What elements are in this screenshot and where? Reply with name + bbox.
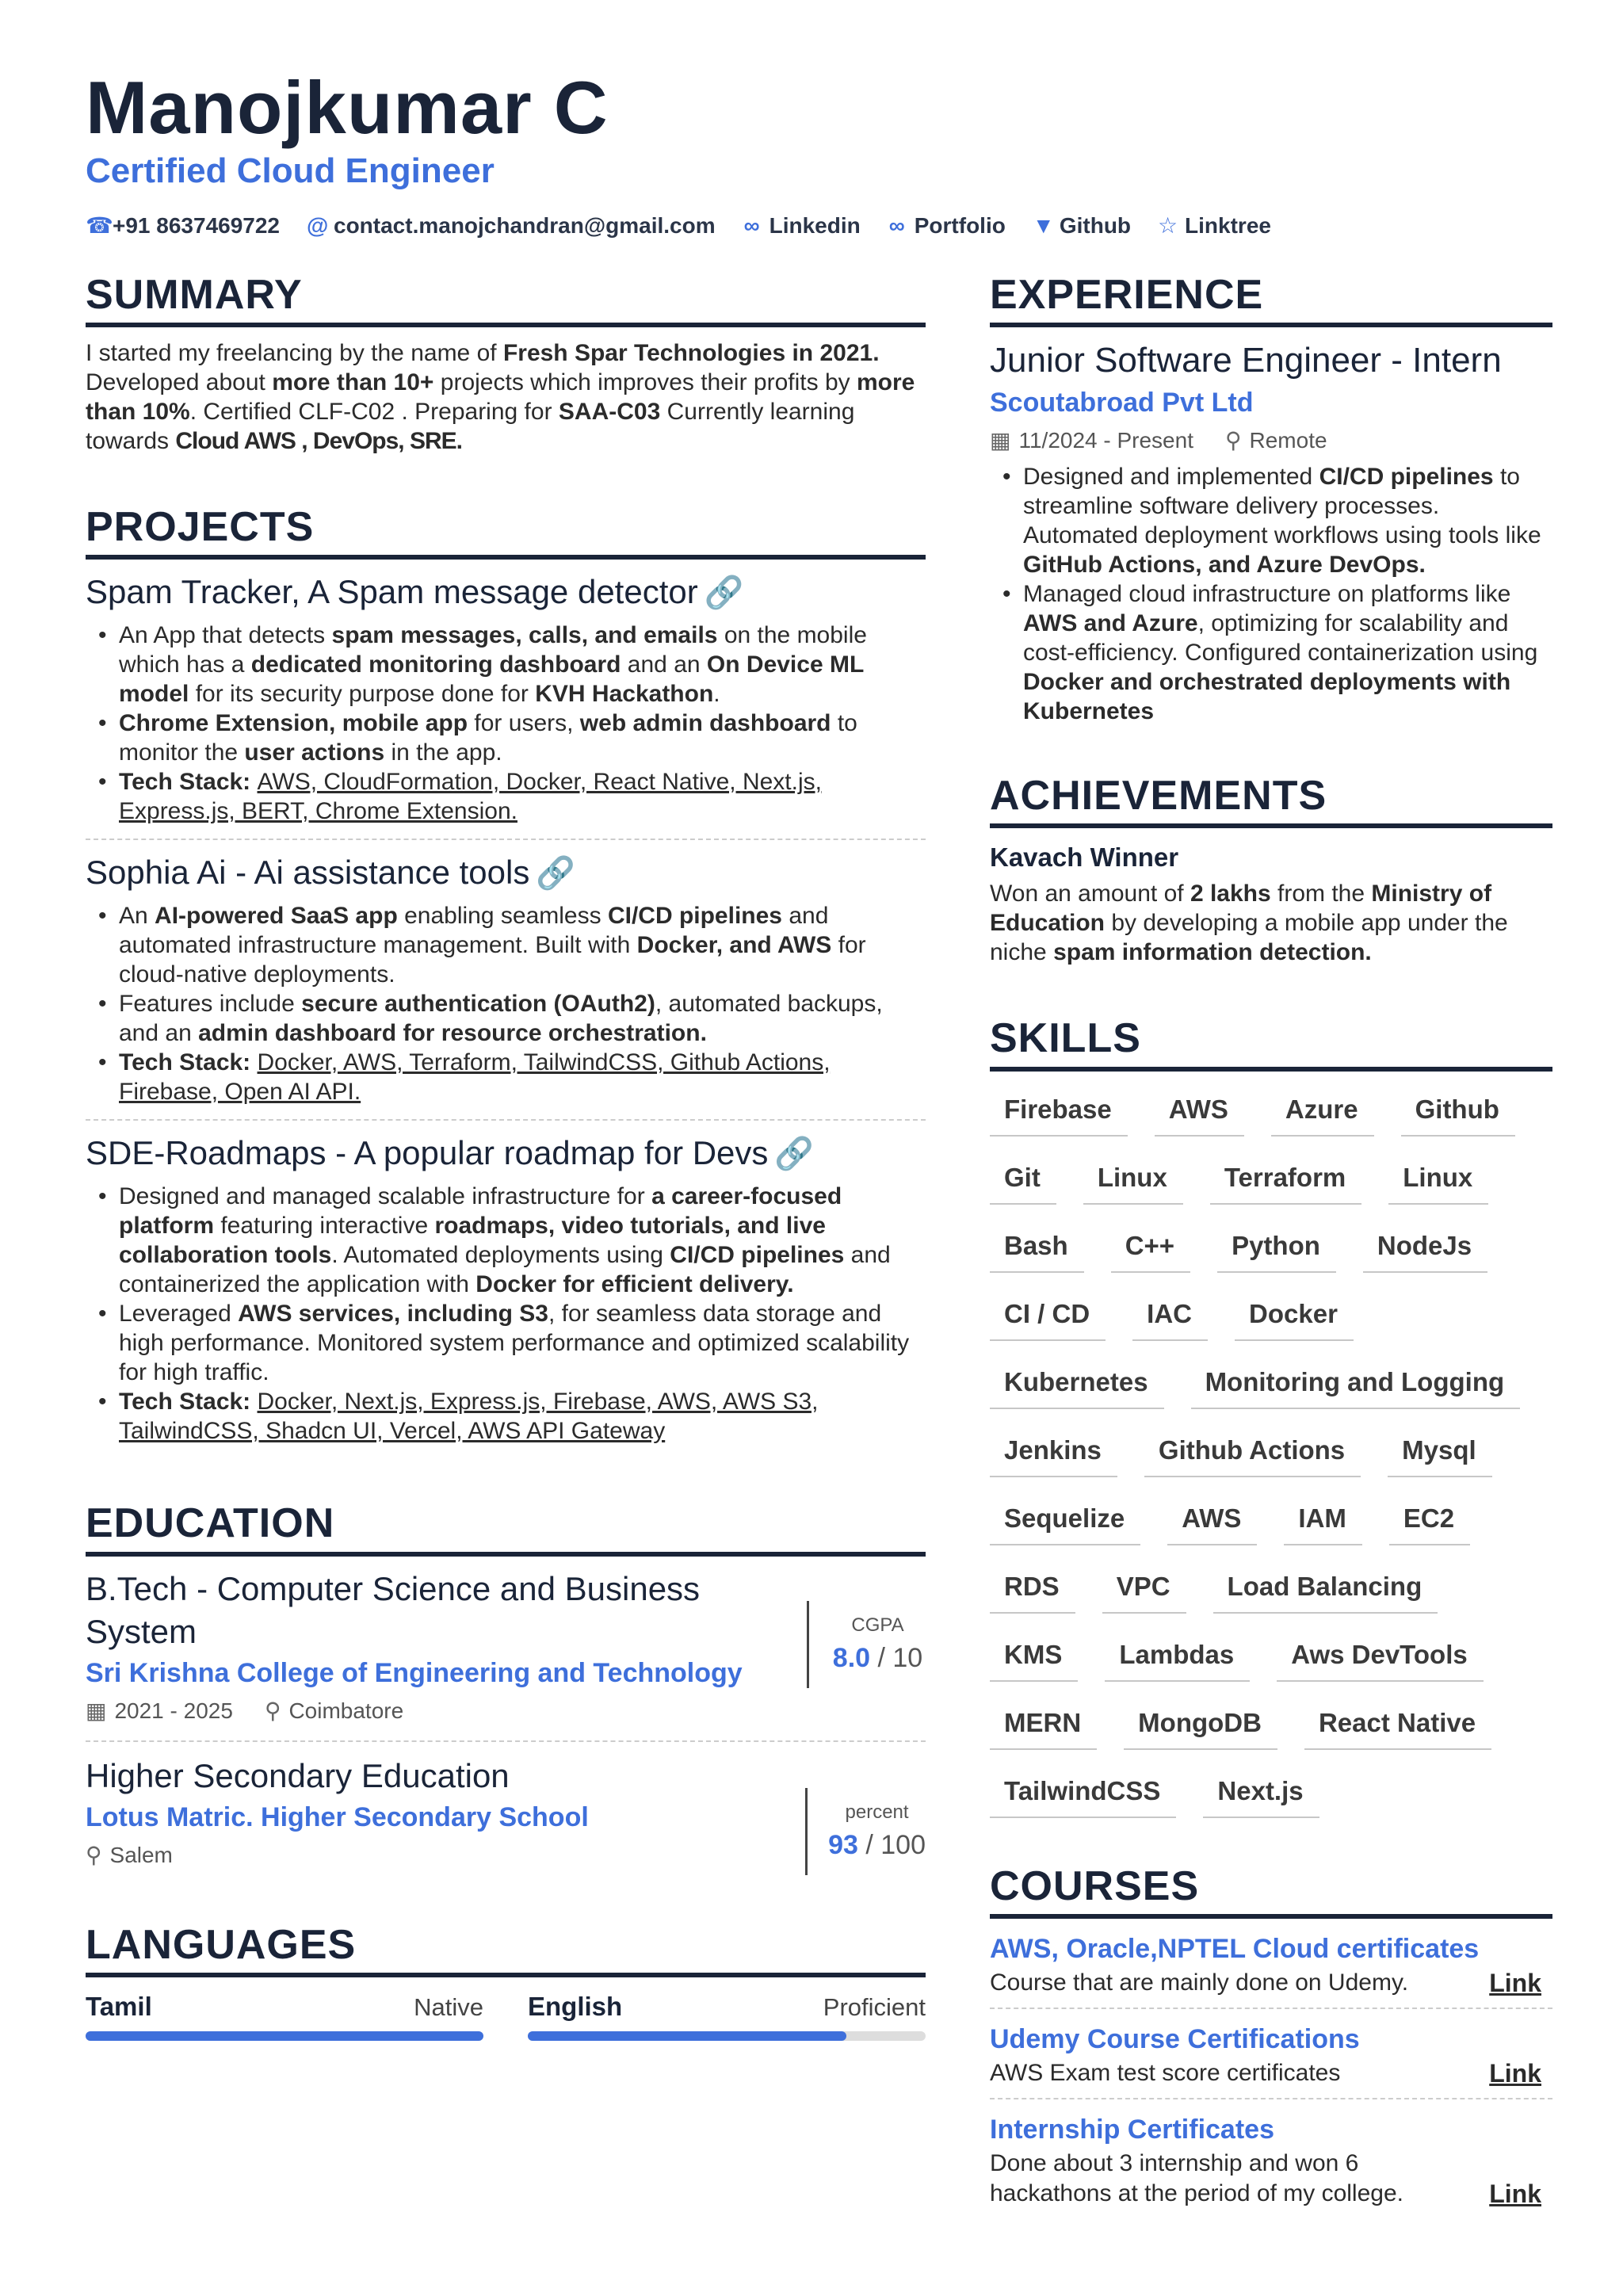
score-label: CGPA (851, 1614, 904, 1637)
experience-heading: EXPERIENCE (990, 273, 1552, 327)
projects-heading: PROJECTS (86, 505, 926, 560)
experience-bullet (1023, 462, 1552, 579)
projects-list (86, 571, 926, 1458)
right-column (990, 273, 1552, 2263)
language-level: Proficient (823, 1992, 926, 2021)
star-icon: ☆ (1158, 213, 1178, 238)
language-row (86, 1992, 483, 2022)
contact-text: contact.manojchandran@gmail.com (334, 212, 716, 238)
bold-text: Chrome Extension, mobile app (119, 710, 468, 737)
skill-tag: MongoDB (1124, 1706, 1277, 1750)
bold-text: admin dashboard for resource orchestration. (198, 1020, 707, 1047)
skill-tag: Firebase (990, 1092, 1128, 1137)
skill-tag: VPC (1102, 1569, 1186, 1614)
contact-text: Linktree (1185, 212, 1271, 238)
achievements-heading: ACHIEVEMENTS (990, 774, 1552, 828)
skill-tag: C++ (1111, 1228, 1190, 1273)
skill-tag: Kubernetes (990, 1365, 1164, 1409)
project-name: SDE-Roadmaps - A popular roadmap for Devs (86, 1134, 769, 1172)
course-body (990, 2058, 1552, 2088)
location-pin-icon: ▼ (1032, 212, 1055, 238)
skill-tag: Load Balancing (1213, 1569, 1438, 1614)
course-item (990, 2111, 1552, 2218)
education-school[interactable]: Sri Krishna College of Engineering and Technology (86, 1657, 743, 1688)
contact-text: +91 8637469722 (113, 212, 280, 238)
language-name: English (528, 1991, 623, 2021)
project-bullet (119, 1182, 926, 1299)
bold-text: Docker for efficient delivery. (475, 1271, 794, 1298)
achievement-name: Kavach Winner (990, 842, 1179, 873)
candidate-title: Certified Cloud Engineer (86, 151, 495, 190)
project-bullet (119, 621, 926, 709)
summary-heading: SUMMARY (86, 273, 926, 327)
contact-bar (86, 212, 1298, 239)
project-item (86, 851, 926, 1121)
link-icon[interactable]: 🔗 (536, 856, 576, 892)
education-school[interactable]: Lotus Matric. Higher Secondary School (86, 1801, 589, 1832)
experience-bullet (1023, 579, 1552, 726)
project-tech-stack (119, 1387, 926, 1446)
course-link[interactable]: Link (1489, 2179, 1541, 2208)
text: , optimizing for scalability and cost-efficiency. Configured containerization using (1023, 610, 1538, 667)
course-item (990, 2020, 1552, 2099)
score-label: percent (845, 1801, 909, 1824)
achievements-section (990, 774, 1552, 967)
project-name: Sophia Ai - Ai assistance tools (86, 854, 530, 892)
bold-text: web admin dashboard (579, 710, 831, 737)
skill-tag: Python (1217, 1228, 1336, 1273)
skill-tag: IAM (1284, 1501, 1362, 1545)
summary-bold-part: Cloud AWS , DevOps, SRE. (175, 428, 462, 455)
language-proficiency-fill (86, 2031, 483, 2041)
skill-tag: RDS (990, 1569, 1075, 1614)
text: and containerized the application with (119, 1242, 891, 1298)
text: Leveraged (119, 1301, 239, 1328)
course-description: AWS Exam test score certificates (990, 2059, 1341, 2086)
score-number: 8.0 (832, 1643, 871, 1674)
course-description: Done about 3 internship and won 6 hackathons at the period of my college. (990, 2149, 1403, 2206)
education-score (805, 1788, 926, 1875)
skill-tag: React Native (1304, 1706, 1491, 1750)
text: for users, (468, 710, 580, 737)
education-degree: Higher Secondary Education (86, 1756, 510, 1794)
text: to streamline software delivery processes. Automated deployment workflows using tools like (1023, 464, 1541, 549)
bold-text: spam messages, calls, and emails (331, 622, 718, 649)
project-tech-stack (119, 1048, 926, 1106)
text: from the (1270, 881, 1372, 907)
education-meta (86, 1693, 767, 1729)
at-icon: @ (307, 212, 329, 238)
project-bullets (86, 621, 926, 826)
skill-tag: CI / CD (990, 1297, 1106, 1341)
left-column (86, 273, 926, 2085)
text: Designed and implemented (1023, 464, 1319, 491)
skills-section (990, 1016, 1552, 1817)
skill-tag: AWS (1155, 1092, 1244, 1137)
bold-text: Docker and orchestrated deployments with Kubernetes (1023, 669, 1511, 725)
skill-tag: Aws DevTools (1277, 1637, 1484, 1682)
education-degree: B.Tech - Computer Science and Business System (86, 1569, 701, 1650)
text: and an (621, 651, 707, 678)
contact-github[interactable] (1033, 212, 1131, 239)
skill-tag: Docker (1235, 1297, 1354, 1341)
text: for its security purpose done for (189, 681, 536, 708)
bold-text: spam information detection. (1053, 939, 1372, 966)
phone-icon: ☎ (86, 213, 113, 238)
languages-heading: LANGUAGES (86, 1923, 926, 1977)
skill-tag: Linux (1388, 1160, 1488, 1205)
summary-text-part: . Certified CLF-C02 . Preparing for (189, 399, 559, 426)
bold-text: roadmaps, video tutorials, and live collaboration tools (119, 1213, 826, 1269)
bold-text: CI/CD pipelines (1319, 464, 1494, 491)
project-bullet (119, 989, 926, 1048)
education-section (86, 1501, 926, 1885)
skill-tag: Jenkins (990, 1433, 1117, 1477)
skill-tag: EC2 (1389, 1501, 1470, 1545)
bold-text: Ministry of Education (990, 881, 1492, 937)
education-location: Coimbatore (288, 1698, 404, 1723)
courses-list (990, 1930, 1552, 2218)
tech-stack-label: Tech Stack: (119, 769, 258, 796)
skill-tag: AWS (1167, 1501, 1257, 1545)
skill-tag: Github (1401, 1092, 1515, 1137)
education-main (86, 1755, 767, 1875)
score-number: 93 (828, 1830, 858, 1861)
text: Designed and managed scalable infrastructure for (119, 1183, 652, 1210)
language-level: Native (414, 1992, 483, 2021)
bold-text: user actions (244, 739, 385, 766)
location-pin-icon: ⚲ (86, 1842, 102, 1867)
skill-tag: Bash (990, 1228, 1084, 1273)
education-heading: EDUCATION (86, 1501, 926, 1556)
text: , automated backups, and an (119, 991, 883, 1047)
education-score (807, 1601, 926, 1688)
link-icon[interactable]: 🔗 (704, 575, 744, 611)
candidate-name: Manojkumar C (86, 66, 609, 149)
experience-location: Remote (1249, 428, 1327, 453)
summary-bold-part: Fresh Spar Technologies in 2021. (502, 340, 880, 367)
contact--91-8637469722[interactable] (86, 212, 280, 239)
skill-tag: Terraform (1210, 1160, 1361, 1205)
skills-heading: SKILLS (990, 1016, 1552, 1071)
course-body (990, 2149, 1552, 2209)
score-max: / 10 (870, 1643, 923, 1674)
score-value (833, 1643, 922, 1674)
language-row (528, 1992, 926, 2022)
language-proficiency-bar (86, 2031, 483, 2041)
course-title[interactable]: Udemy Course Certifications (990, 2023, 1360, 2054)
skills-list (990, 1089, 1552, 1818)
bold-text: secure authentication (OAuth2) (301, 991, 655, 1018)
score-max: / 100 (857, 1830, 926, 1861)
language-item (86, 1992, 483, 2041)
summary-text-part: Currently learning towards (86, 399, 855, 455)
text: on the mobile which has a (119, 622, 867, 678)
calendar-icon: ▦ (990, 428, 1011, 453)
bold-text: AWS services, including S3 (238, 1301, 548, 1328)
skill-tag: Azure (1271, 1092, 1374, 1137)
project-title[interactable] (86, 571, 926, 614)
experience-bullets (990, 462, 1552, 726)
contact-text: Portfolio (914, 212, 1006, 238)
project-title[interactable] (86, 851, 926, 895)
tech-stack-list: AWS, CloudFormation, Docker, React Native, Next.js, Express.js, BERT, Chrome Extension. (119, 769, 822, 825)
contact-linkedin[interactable] (743, 212, 861, 239)
skill-tag: NodeJs (1363, 1228, 1487, 1273)
projects-section (86, 505, 926, 1458)
course-link[interactable]: Link (1489, 2058, 1541, 2088)
bold-text: dedicated monitoring dashboard (250, 651, 621, 678)
education-meta (86, 1837, 767, 1874)
bold-text: 2 lakhs (1190, 881, 1271, 907)
text: enabling seamless (397, 903, 608, 930)
text: to monitor the (119, 710, 857, 766)
tech-stack-label: Tech Stack: (119, 1049, 258, 1076)
summary-section (86, 273, 926, 456)
skill-tag: TailwindCSS (990, 1774, 1176, 1818)
link-icon[interactable]: 🔗 (774, 1137, 815, 1172)
contact-contact-manojchandran-gmail-com[interactable] (307, 212, 716, 239)
bold-text: GitHub Actions, and Azure DevOps. (1023, 552, 1426, 579)
achievement-description (990, 879, 1552, 967)
text: Features include (119, 991, 302, 1018)
text: , for seamless data storage and high performance. Monitored system performance and optimized scalability for high traffic. (119, 1301, 910, 1386)
courses-section (990, 1864, 1552, 2218)
skill-tag: Git (990, 1160, 1056, 1205)
bold-text: CI/CD pipelines (670, 1242, 845, 1269)
tech-stack-list: Docker, Next.js, Express.js, Firebase, AWS, AWS S3, TailwindCSS, Shadcn UI, Vercel, AWS API Gateway (119, 1389, 819, 1445)
text: Won an amount of (990, 881, 1190, 907)
project-item (86, 1132, 926, 1458)
skill-tag: Github Actions (1144, 1433, 1361, 1477)
bold-text: On Device ML model (119, 651, 864, 708)
language-proficiency-bar (528, 2031, 926, 2041)
score-value (828, 1830, 926, 1861)
text: . (713, 681, 720, 708)
summary-text-part: I started my freelancing by the name of (86, 340, 503, 367)
language-item (528, 1992, 926, 2041)
course-title[interactable]: AWS, Oracle,NPTEL Cloud certificates (990, 1933, 1480, 1964)
project-bullets (86, 901, 926, 1106)
tech-stack-label: Tech Stack: (119, 1389, 258, 1415)
text: . Automated deployments using (331, 1242, 670, 1269)
experience-company[interactable]: Scoutabroad Pvt Ltd (990, 388, 1254, 418)
bold-text: KVH Hackathon (535, 681, 714, 708)
skill-tag: Linux (1083, 1160, 1183, 1205)
text: An App that detects (119, 622, 332, 649)
education-item (86, 1755, 926, 1886)
summary-bold-part: more than 10% (86, 369, 915, 426)
education-main (86, 1568, 767, 1729)
skill-tag: MERN (990, 1706, 1097, 1750)
summary-text (86, 338, 926, 456)
course-description: Course that are mainly done on Udemy. (990, 1969, 1409, 1996)
skill-tag: Mysql (1388, 1433, 1492, 1477)
experience-section (990, 273, 1552, 726)
course-body (990, 1968, 1552, 1998)
text: for cloud-native deployments. (119, 932, 866, 988)
project-item (86, 571, 926, 840)
language-proficiency-fill (528, 2031, 846, 2041)
courses-heading: COURSES (990, 1864, 1552, 1919)
education-list (86, 1568, 926, 1886)
languages-section (86, 1923, 926, 2041)
project-name: Spam Tracker, A Spam message detector (86, 573, 698, 611)
link-icon: ∞ (888, 212, 905, 238)
skill-tag: KMS (990, 1637, 1078, 1682)
link-icon: ∞ (743, 212, 760, 238)
course-link[interactable]: Link (1489, 1968, 1541, 1997)
project-bullet (119, 1299, 926, 1387)
text: in the app. (384, 739, 502, 766)
skill-tag: Sequelize (990, 1501, 1140, 1545)
contact-linktree[interactable] (1158, 212, 1271, 239)
contact-text: Github (1059, 212, 1132, 238)
text: featuring interactive (214, 1213, 435, 1240)
project-bullet (119, 709, 926, 767)
education-dates: 2021 - 2025 (114, 1698, 233, 1723)
text: and automated infrastructure management. Built with (119, 903, 829, 959)
experience-role: Junior Software Engineer - Intern (990, 341, 1502, 380)
experience-dates: 11/2024 - Present (1018, 428, 1193, 453)
summary-text-part: Developed about (86, 369, 273, 396)
skill-tag: IAC (1132, 1297, 1208, 1341)
summary-text-part: projects which improves their profits by (433, 369, 857, 396)
bold-text: CI/CD pipelines (607, 903, 782, 930)
text: Managed cloud infrastructure on platforms like (1023, 581, 1511, 608)
skill-tag: Next.js (1203, 1774, 1319, 1818)
skill-tag: Monitoring and Logging (1191, 1365, 1521, 1409)
project-tech-stack (119, 767, 926, 826)
text: by developing a mobile app under the niche (990, 910, 1508, 966)
bold-text: AI-powered SaaS app (155, 903, 398, 930)
calendar-icon: ▦ (86, 1698, 107, 1723)
bold-text: Docker, and AWS (636, 932, 832, 959)
project-title[interactable] (86, 1132, 926, 1175)
languages-list (86, 1992, 926, 2041)
education-location: Salem (109, 1842, 173, 1867)
education-item (86, 1568, 926, 1742)
tech-stack-list: Docker, AWS, Terraform, TailwindCSS, Github Actions, Firebase, Open AI API. (119, 1049, 831, 1106)
contact-text: Linkedin (769, 212, 861, 238)
language-name: Tamil (86, 1991, 152, 2021)
location-pin-icon: ⚲ (264, 1698, 281, 1723)
summary-bold-part: SAA-C03 (558, 399, 661, 426)
text: An (119, 903, 155, 930)
bold-text: a career-focused platform (119, 1183, 842, 1240)
project-bullets (86, 1182, 926, 1446)
experience-meta (990, 422, 1552, 459)
summary-bold-part: more than 10+ (272, 369, 434, 396)
course-item (990, 1930, 1552, 2009)
course-title[interactable]: Internship Certificates (990, 2114, 1274, 2145)
bold-text: AWS and Azure (1023, 610, 1198, 637)
location-pin-icon: ⚲ (1224, 428, 1242, 453)
project-bullet (119, 901, 926, 989)
skill-tag: Lambdas (1105, 1637, 1250, 1682)
contact-portfolio[interactable] (888, 212, 1006, 239)
